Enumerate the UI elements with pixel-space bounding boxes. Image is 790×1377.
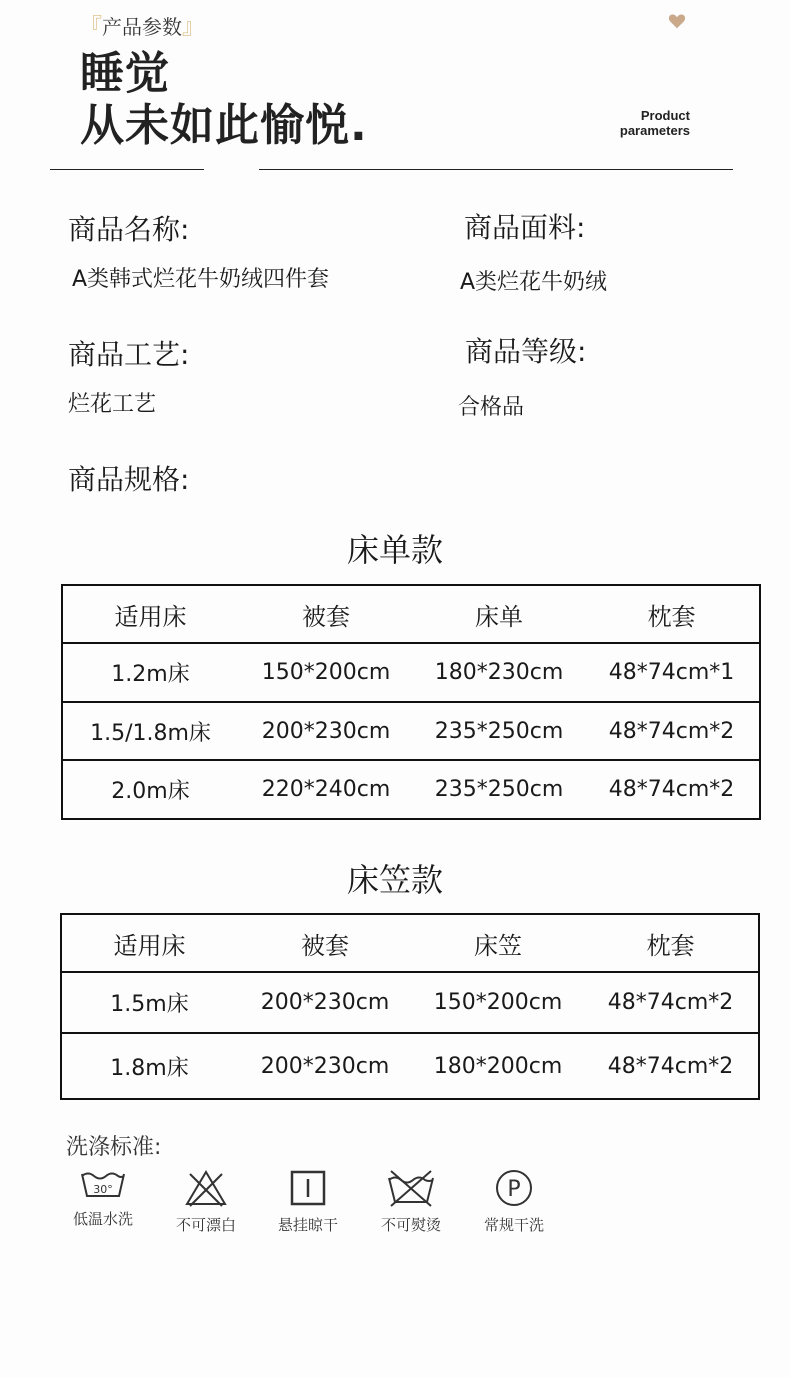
- bracket-open: 『: [80, 15, 103, 40]
- product-name-value: A类韩式烂花牛奶绒四件套: [72, 267, 330, 292]
- table-header-cell: 枕套: [583, 914, 759, 972]
- table-header-cell: 床单: [414, 585, 584, 643]
- fabric-label: 商品面料:: [464, 211, 586, 244]
- wash-label: 不可熨烫: [380, 1216, 441, 1234]
- craft-value: 烂花工艺: [68, 392, 157, 417]
- svg-text:30°: 30°: [93, 1183, 113, 1196]
- craft-label: 商品工艺:: [68, 338, 190, 371]
- english-subtitle-line-1: Product: [640, 108, 690, 123]
- table-cell: 2.0m床: [111, 779, 190, 804]
- wash-label: 不可漂白: [175, 1216, 236, 1234]
- table-cell: 150*200cm: [238, 643, 414, 702]
- wash-label: 常规干洗: [483, 1216, 544, 1234]
- table-header-row: [61, 914, 759, 972]
- english-subtitle: [600, 108, 690, 138]
- dry-clean-p-icon: [490, 1168, 538, 1208]
- table-cell: 180*230cm: [414, 643, 584, 702]
- table-header-cell: 床笠: [413, 914, 583, 972]
- hero-line-1: 睡觉: [80, 48, 170, 99]
- table-cell: 200*230cm: [237, 972, 413, 1033]
- table-cell: 235*250cm: [414, 702, 584, 760]
- table-row: [61, 1033, 759, 1099]
- table-cell: 48*74cm*2: [607, 1053, 734, 1079]
- table-cell: 180*200cm: [433, 1053, 563, 1079]
- table-cell: 48*74cm*2: [608, 777, 735, 802]
- svg-text:P: P: [507, 1177, 521, 1202]
- table-cell: 200*230cm: [260, 1053, 390, 1079]
- hero-heading: [80, 48, 368, 152]
- spec-label: 商品规格:: [68, 463, 190, 496]
- wash-item-no-bleach: [166, 1168, 246, 1235]
- wash-item-no-iron: [371, 1168, 451, 1235]
- table-header-row: [62, 585, 760, 643]
- product-name-label: 商品名称:: [68, 213, 190, 246]
- table-cell: 1.5/1.8m床: [62, 702, 238, 760]
- no-bleach-icon: [182, 1168, 230, 1208]
- fabric-value: A类烂花牛奶绒: [460, 270, 608, 295]
- sheet-spec-table: [61, 584, 761, 820]
- section-tag: [80, 10, 204, 41]
- header-divider-left: [50, 169, 204, 170]
- fitted-spec-table: [60, 913, 760, 1100]
- no-iron-icon: [385, 1168, 437, 1208]
- table-cell: 200*230cm: [238, 702, 414, 760]
- fitted-table-title: 床笠款: [346, 861, 443, 899]
- english-subtitle-line-2: parameters: [619, 123, 690, 138]
- grade-value: 合格品: [458, 395, 525, 420]
- table-cell: 48*74cm*2: [583, 972, 759, 1033]
- table-row: [61, 972, 759, 1033]
- wash-item-low-temp: [63, 1168, 143, 1229]
- table-cell: 48*74cm*1: [584, 643, 760, 702]
- table-cell: 220*240cm: [261, 777, 391, 802]
- hang-dry-icon: [284, 1168, 332, 1208]
- table-cell: 1.8m床: [110, 1055, 189, 1081]
- table-header-cell: 被套: [237, 914, 413, 972]
- table-cell: 1.5m床: [61, 972, 237, 1033]
- table-row: [62, 702, 760, 760]
- wash-label: 低温水洗: [72, 1210, 133, 1228]
- bracket-close: 』: [182, 15, 205, 40]
- wash-label: 悬挂晾干: [277, 1216, 338, 1234]
- section-tag-text: 产品参数: [102, 15, 183, 39]
- table-row: [62, 643, 760, 702]
- table-header-cell: 适用床: [62, 585, 238, 643]
- table-cell: 48*74cm*2: [584, 702, 760, 760]
- wash-item-hang-dry: [268, 1168, 348, 1235]
- table-cell: 150*200cm: [413, 972, 583, 1033]
- wash-item-dry-clean: [474, 1168, 554, 1235]
- hero-line-2: 从未如此愉悦.: [80, 100, 368, 151]
- table-header-cell: 被套: [238, 585, 414, 643]
- sheet-table-title: 床单款: [346, 531, 443, 569]
- table-header-cell: 枕套: [584, 585, 760, 643]
- header-divider-right: [259, 169, 733, 170]
- heart-icon: [668, 12, 686, 30]
- wash-30-icon: [79, 1168, 127, 1202]
- table-cell: 1.2m床: [62, 643, 238, 702]
- table-cell: 235*250cm: [434, 777, 564, 802]
- table-row: [62, 760, 760, 819]
- wash-title: 洗涤标准:: [66, 1135, 162, 1160]
- grade-label: 商品等级:: [465, 335, 587, 368]
- table-header-cell: 适用床: [61, 914, 237, 972]
